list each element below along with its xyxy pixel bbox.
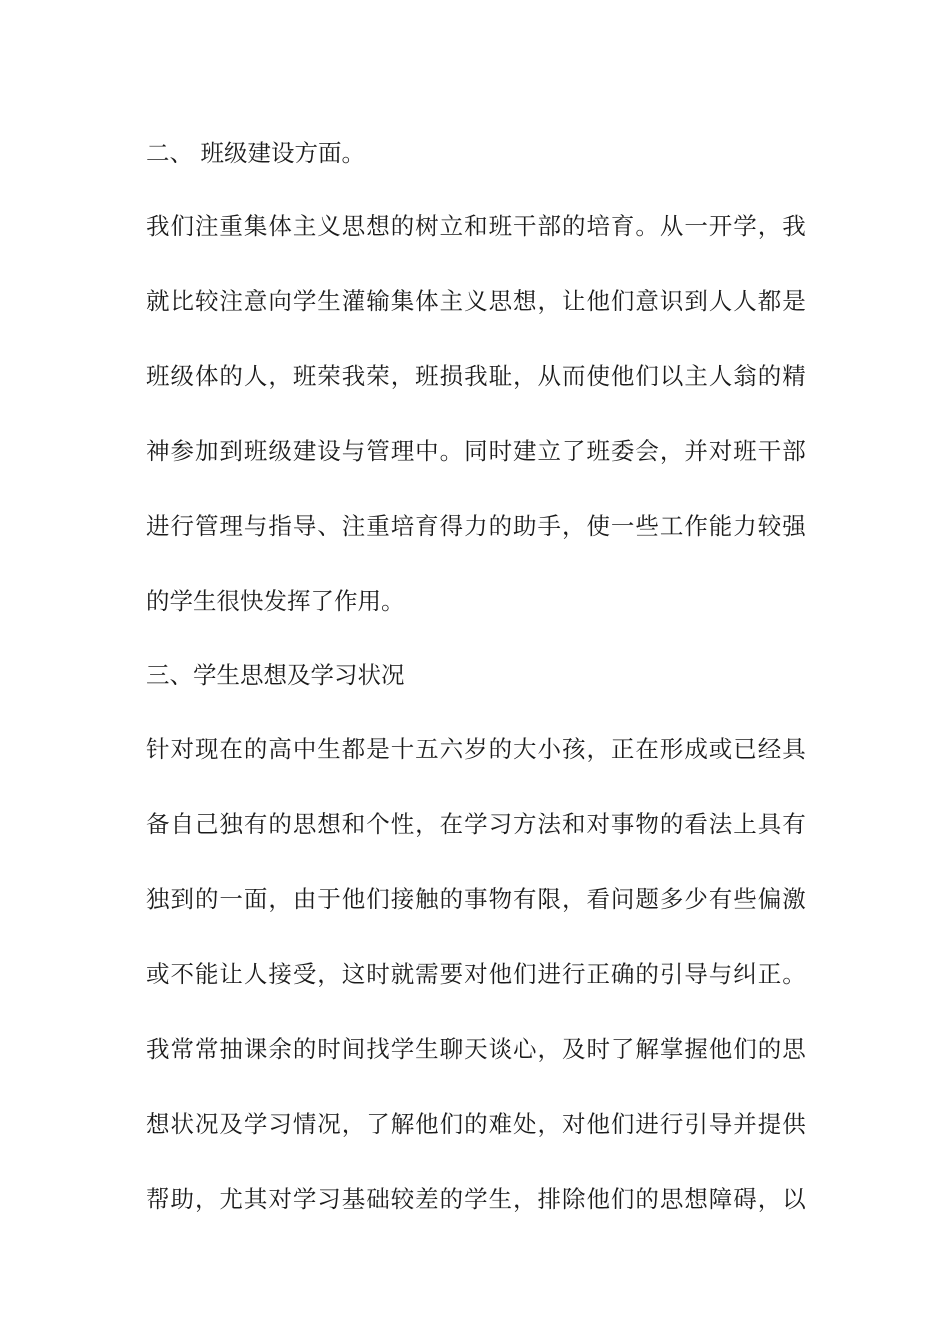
text-line: 神 参 加 到 班 级 建 设 与 管 理 中 。 同 时 建 立 了 班 委 会 ， 并 对 班 干 部 bbox=[146, 437, 806, 465]
text-line: 针 对 现 在 的 高 中 生 都 是 十 五 六 岁 的 大 小 孩 ， 正 在 形 成 或 已 经 具 bbox=[146, 735, 806, 763]
text-line: 的学生很快发挥了作用。 bbox=[146, 587, 405, 615]
text-line: 帮 助 ， 尤 其 对 学 习 基 础 较 差 的 学 生 ， 排 除 他 们 的 思 想 障 碍 ， 以 bbox=[146, 1185, 806, 1213]
text-line: 我 常 常 抽 课 余 的 时 间 找 学 生 聊 天 谈 心 ， 及 时 了 解 掌 握 他 们 的 思 bbox=[146, 1035, 806, 1063]
section-heading-class-building: 二、 班级建设方面。 bbox=[146, 139, 365, 167]
text-line: 独 到 的 一 面 ， 由 于 他 们 接 触 的 事 物 有 限 ， 看 问 题 多 少 有 些 偏 激 bbox=[146, 885, 806, 913]
text-line: 想 状 况 及 学 习 情 况 ， 了 解 他 们 的 难 处 ， 对 他 们 进 行 引 导 并 提 供 bbox=[146, 1110, 806, 1138]
text-line: 班 级 体 的 人 ， 班 荣 我 荣 ， 班 损 我 耻 ， 从 而 使 他 们 以 主 人 翁 的 精 bbox=[146, 362, 806, 390]
text-line: 进 行 管 理 与 指 导 、 注 重 培 育 得 力 的 助 手 ， 使 一 些 工 作 能 力 较 强 bbox=[146, 512, 806, 540]
text-line: 或 不 能 让 人 接 受 ， 这 时 就 需 要 对 他 们 进 行 正 确 的 引 导 与 纠 正 。 bbox=[146, 960, 806, 988]
text-line: 就 比 较 注 意 向 学 生 灌 输 集 体 主 义 思 想 ， 让 他 们 意 识 到 人 人 都 是 bbox=[146, 287, 806, 315]
text-line: 我 们 注 重 集 体 主 义 思 想 的 树 立 和 班 干 部 的 培 育 。 从 一 开 学 ， 我 bbox=[146, 212, 806, 240]
text-line: 备 自 己 独 有 的 思 想 和 个 性 ， 在 学 习 方 法 和 对 事 物 的 看 法 上 具 有 bbox=[146, 810, 806, 838]
section-heading-student-thought: 三、学生思想及学习状况 bbox=[146, 661, 405, 689]
